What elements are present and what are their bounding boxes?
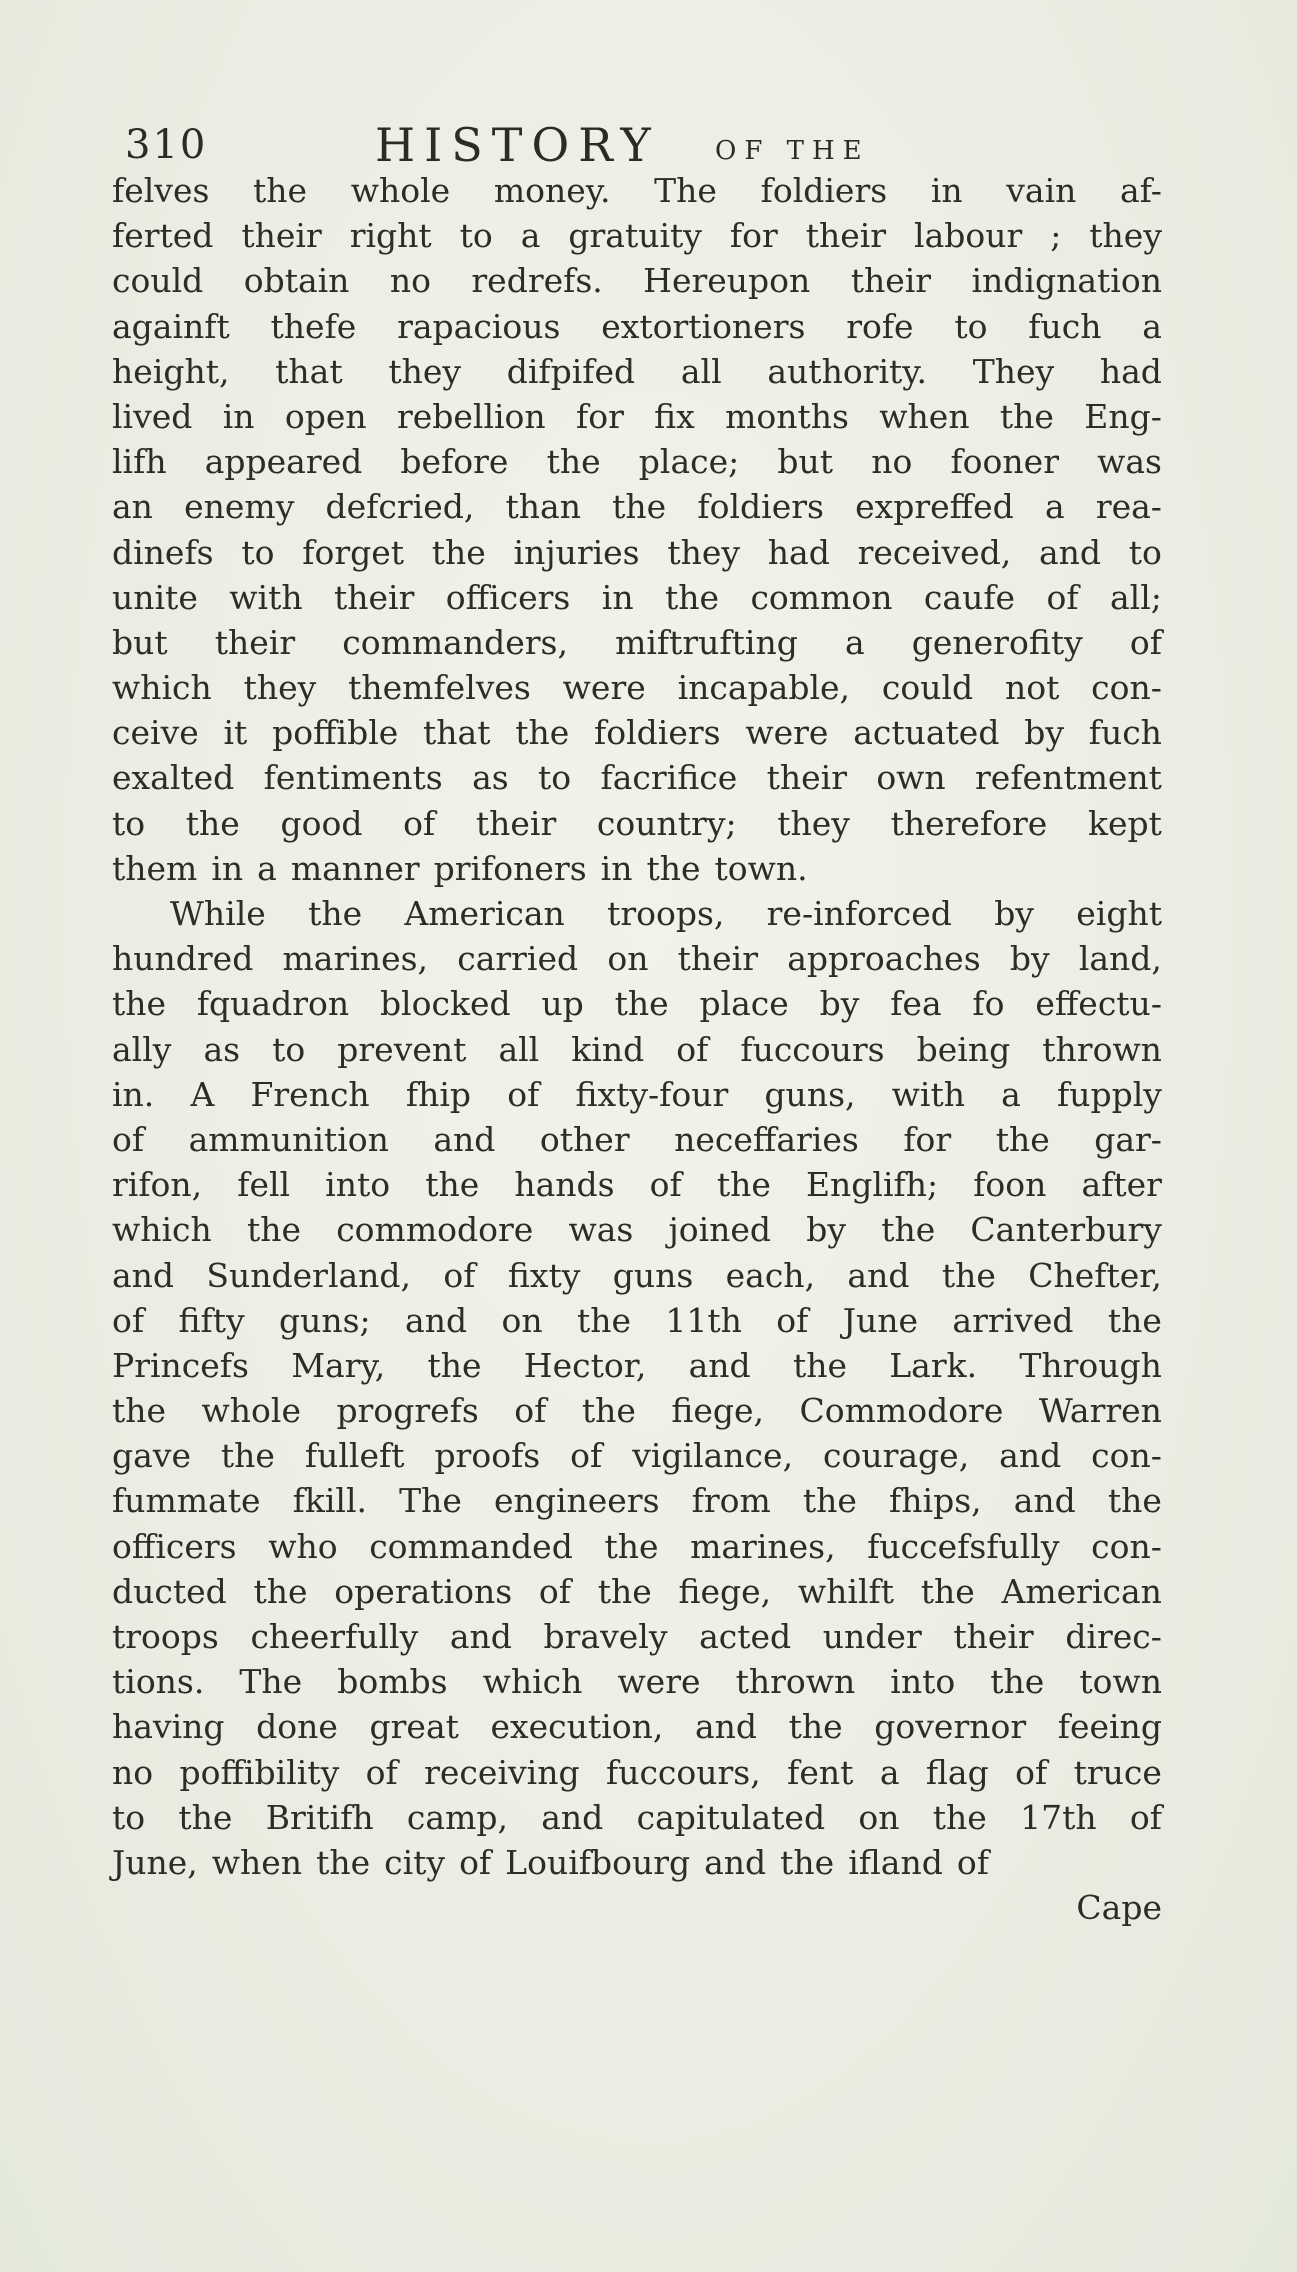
text-line: the whole progrefs of the fiege, Commodore Warren: [112, 1391, 1162, 1431]
text-line: dinefs to forget the injuries they had received, and to: [112, 532, 1162, 572]
text-line: but their commanders, miftrufting a generofity of: [112, 622, 1162, 662]
text-line: ceive it poffible that the foldiers were actuated by fuch: [112, 713, 1162, 753]
text-line: officers who commanded the marines, fuccefsfully con-: [112, 1526, 1162, 1566]
running-head-title: HISTORY: [375, 118, 660, 172]
text-line: and Sunderland, of fixty guns each, and the Chefter,: [112, 1255, 1162, 1295]
text-line: to the Britifh camp, and capitulated on the 17th of: [112, 1797, 1162, 1837]
text-line: them in a manner prifoners in the town.: [112, 848, 808, 888]
text-line: could obtain no redrefs. Hereupon their indignation: [112, 261, 1162, 301]
text-line: of fifty guns; and on the 11th of June arrived the: [112, 1300, 1162, 1340]
text-line: fummate fkill. The engineers from the fhips, and the: [112, 1481, 1162, 1521]
text-line: June, when the city of Louifbourg and the ifland of: [112, 1842, 989, 1882]
text-line: lived in open rebellion for fix months when the Eng-: [112, 396, 1162, 436]
page-header: [125, 118, 1175, 174]
text-line: no poffibility of receiving fuccours, fent a flag of truce: [112, 1752, 1162, 1792]
text-line: unite with their officers in the common caufe of all;: [112, 577, 1162, 617]
text-line: in. A French fhip of fixty-four guns, with a fupply: [112, 1074, 1162, 1114]
text-line: While the American troops, re-inforced by eight: [170, 894, 1162, 933]
text-line: rifon, fell into the hands of the Englifh; foon after: [112, 1165, 1162, 1205]
text-line: troops cheerfully and bravely acted under their direc-: [112, 1617, 1162, 1656]
text-line: which the commodore was joined by the Canterbury: [112, 1210, 1162, 1250]
text-line: felves the whole money. The foldiers in vain af-: [112, 171, 1162, 210]
page-number: 310: [125, 122, 208, 168]
running-head-suffix: OF THE: [715, 136, 870, 166]
text-line: Cape: [1076, 1888, 1162, 1928]
text-line: which they themfelves were incapable, could not con-: [112, 668, 1162, 708]
text-line: of ammunition and other neceffaries for the gar-: [112, 1119, 1162, 1159]
text-line: to the good of their country; they therefore kept: [112, 803, 1162, 843]
text-line: having done great execution, and the governor feeing: [112, 1707, 1162, 1747]
text-line: gave the fulleft proofs of vigilance, courage, and con-: [112, 1436, 1162, 1476]
text-line: againft thefe rapacious extortioners rofe to fuch a: [112, 306, 1162, 346]
text-line: an enemy defcried, than the foldiers expreffed a rea-: [112, 487, 1162, 527]
text-line: ally as to prevent all kind of fuccours being thrown: [112, 1029, 1162, 1069]
text-line: hundred marines, carried on their approaches by land,: [112, 939, 1162, 979]
body-text: [112, 168, 1162, 1930]
text-line: lifh appeared before the place; but no fooner was: [112, 442, 1162, 482]
text-line: height, that they difpifed all authority. They had: [112, 351, 1162, 391]
text-line: exalted fentiments as to facrifice their own refentment: [112, 758, 1162, 798]
text-line: ferted their right to a gratuity for their labour ; they: [112, 216, 1162, 256]
text-line: ducted the operations of the fiege, whilft the American: [112, 1571, 1162, 1611]
text-line: tions. The bombs which were thrown into the town: [112, 1662, 1162, 1702]
text-line: the fquadron blocked up the place by fea fo effectu-: [112, 984, 1162, 1024]
text-line: Princefs Mary, the Hector, and the Lark. Through: [112, 1345, 1162, 1385]
